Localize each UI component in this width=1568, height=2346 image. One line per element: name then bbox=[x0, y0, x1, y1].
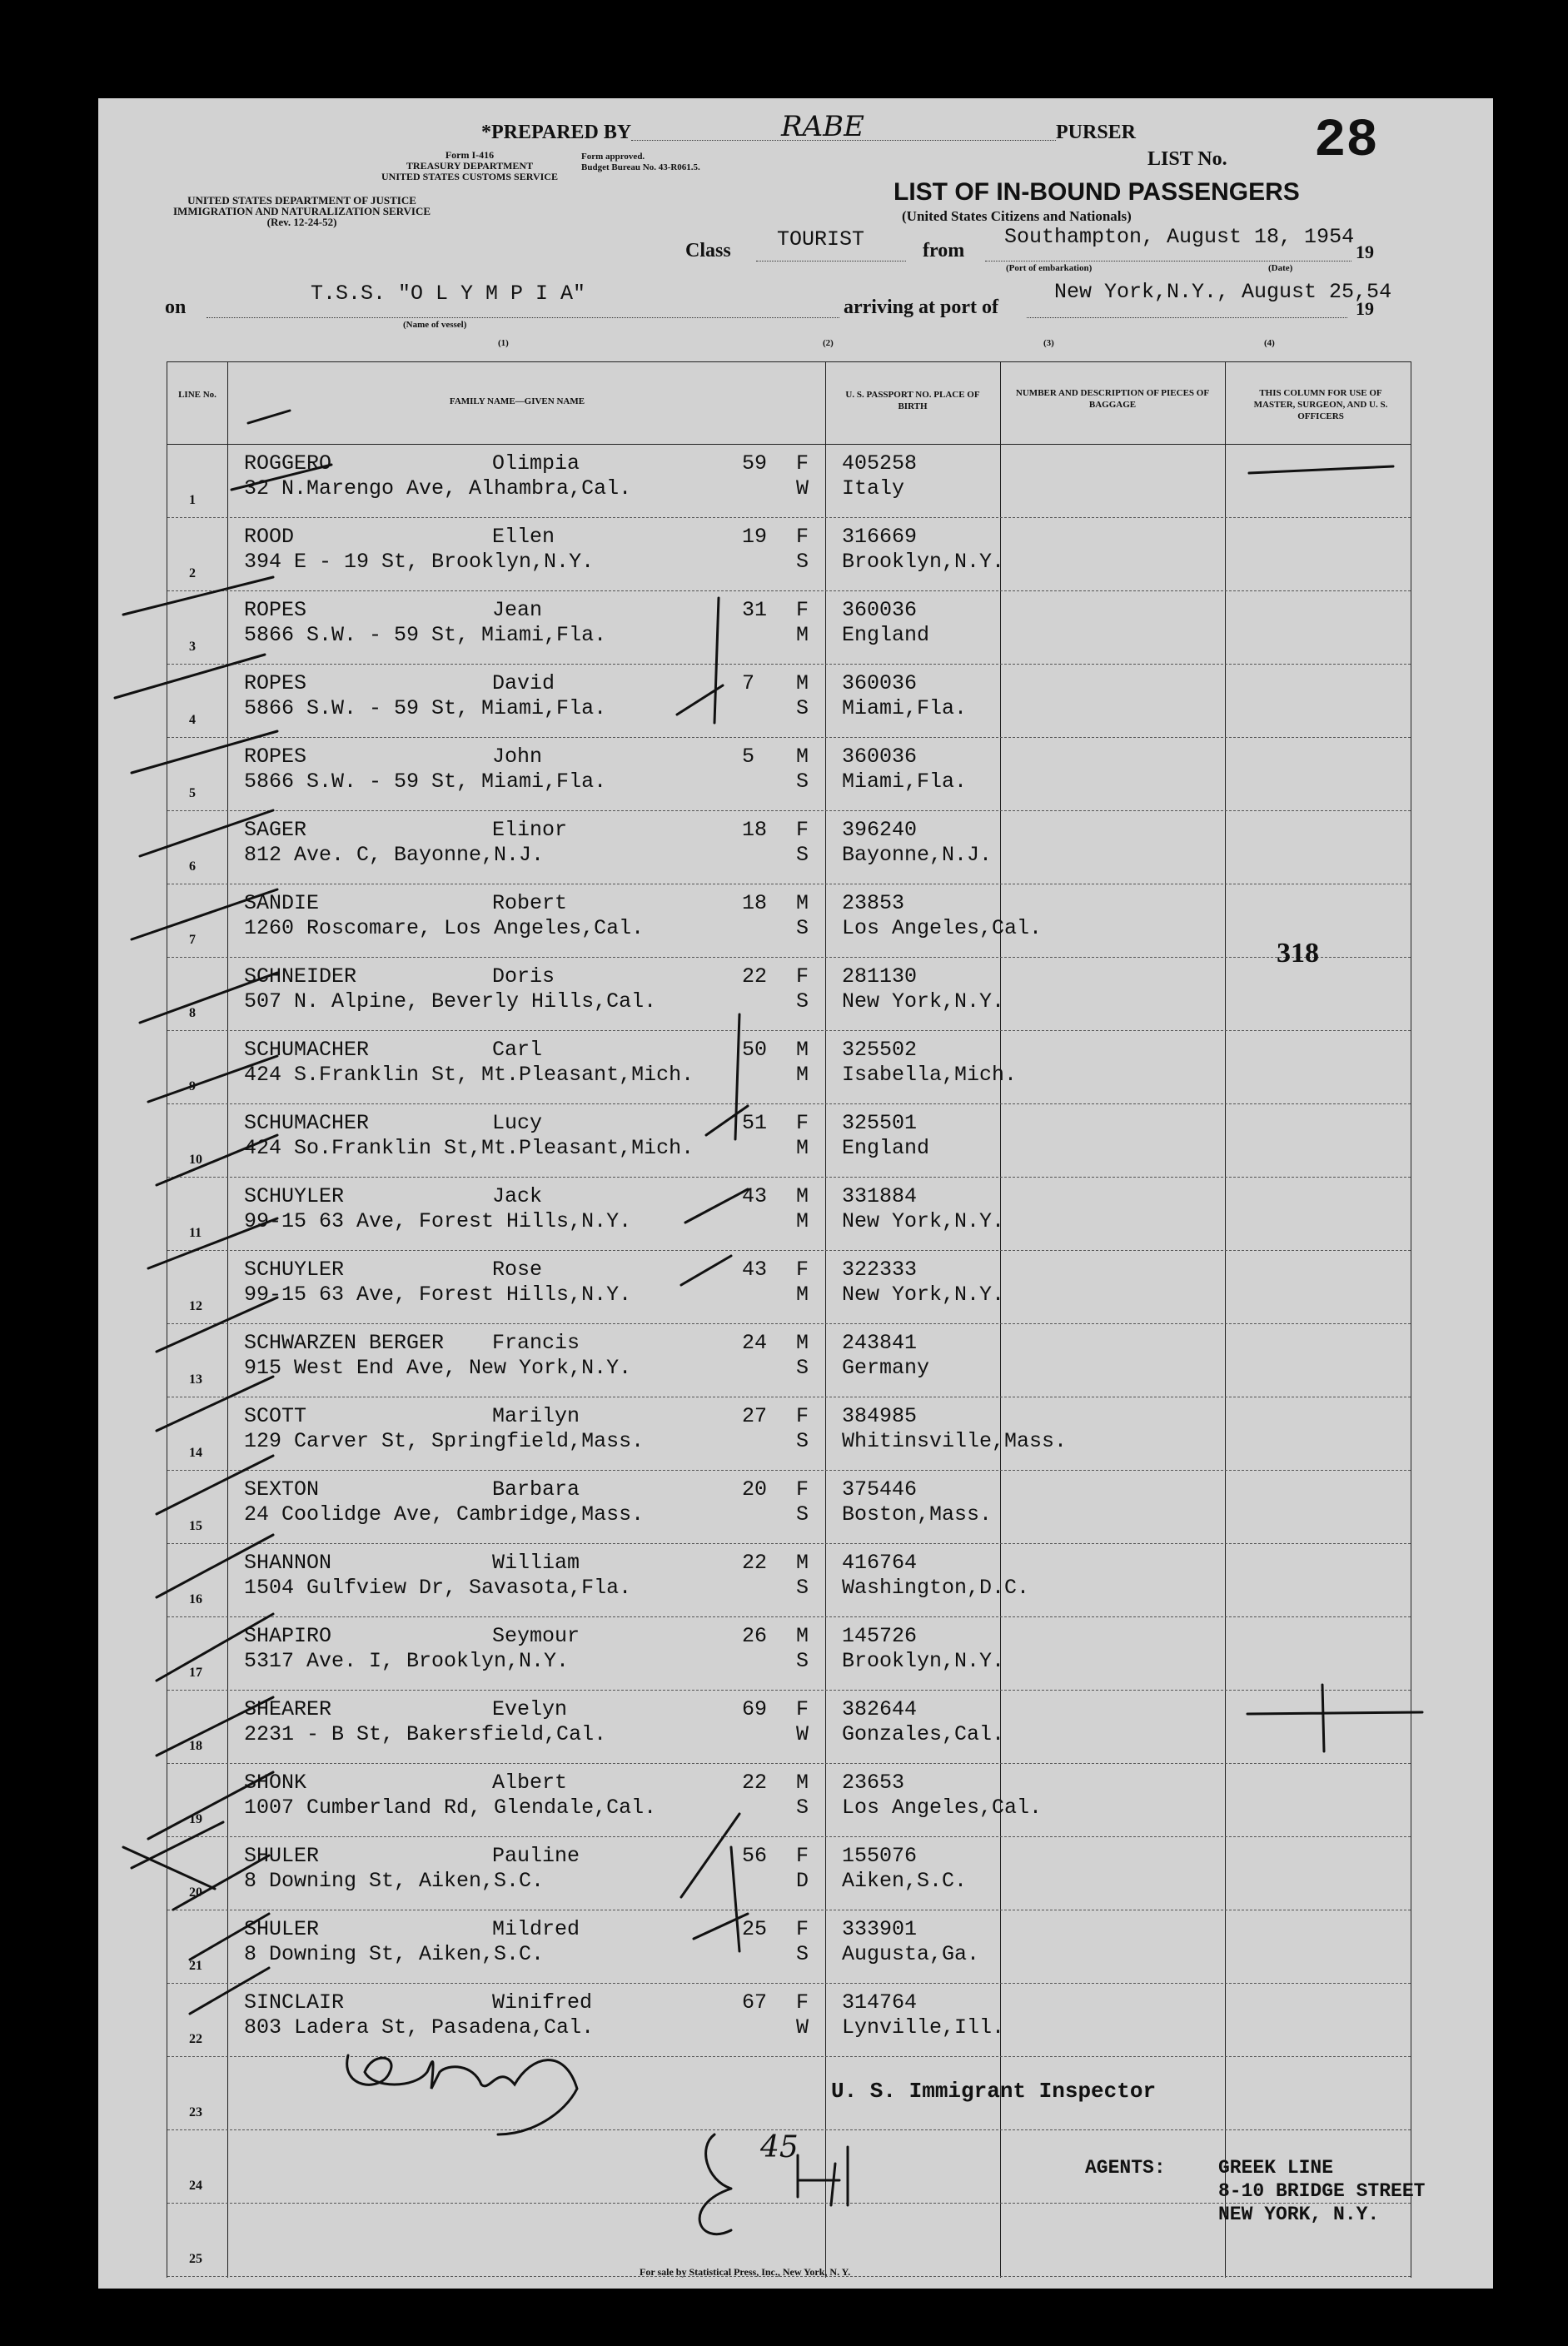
cell-given: Pauline bbox=[492, 1844, 580, 1868]
cell-passport: 281130 bbox=[842, 964, 918, 989]
cell-marital: S bbox=[796, 550, 809, 574]
cell-marital: S bbox=[796, 1649, 809, 1673]
inspector-label: U. S. Immigrant Inspector bbox=[831, 2079, 1157, 2104]
cell-marital: S bbox=[796, 1502, 809, 1527]
cell-address: 1007 Cumberland Rd, Glendale,Cal. bbox=[244, 1796, 657, 1820]
cell-family: ROPES bbox=[244, 598, 307, 622]
line-number: 19 bbox=[189, 1812, 202, 1826]
col-head-officers: THIS COLUMN FOR USE OF MASTER, SURGEON, AND U. S. OFFICERS bbox=[1253, 388, 1388, 421]
cell-sex: F bbox=[796, 1697, 809, 1721]
line-number: 18 bbox=[189, 1739, 202, 1753]
cell-sex: M bbox=[796, 1771, 809, 1795]
col-head-baggage: NUMBER AND DESCRIPTION OF PIECES OF BAGGAGE bbox=[1015, 388, 1210, 410]
cell-birth: Miami,Fla. bbox=[842, 696, 968, 720]
prepared-by-value: RABE bbox=[781, 110, 864, 143]
cell-passport: 316669 bbox=[842, 525, 918, 549]
port-embark-caption: (Port of embarkation) bbox=[1006, 263, 1093, 273]
cell-passport: 314764 bbox=[842, 1990, 918, 2015]
handwritten-marks bbox=[98, 98, 1493, 2289]
cell-family: SAGER bbox=[244, 818, 307, 842]
cell-sex: M bbox=[796, 1038, 809, 1062]
cell-birth: Augusta,Ga. bbox=[842, 1942, 980, 1966]
class-label: Class bbox=[685, 240, 731, 261]
cell-sex: F bbox=[796, 525, 809, 549]
cell-given: John bbox=[492, 745, 543, 769]
cell-address: 99-15 63 Ave, Forest Hills,N.Y. bbox=[244, 1283, 632, 1307]
justice-line: UNITED STATES DEPARTMENT OF JUSTICE bbox=[187, 194, 416, 207]
line-number: 23 bbox=[189, 2105, 202, 2119]
cell-given: Carl bbox=[492, 1038, 543, 1062]
cell-marital: M bbox=[796, 1136, 809, 1160]
col-num-4: (4) bbox=[1264, 338, 1275, 348]
inspector-signature bbox=[347, 2055, 577, 2134]
cell-marital: S bbox=[796, 916, 809, 940]
cell-family: SCHWARZEN BERGER bbox=[244, 1331, 445, 1355]
cell-address: 394 E - 19 St, Brooklyn,N.Y. bbox=[244, 550, 595, 574]
cell-birth: Los Angeles,Cal. bbox=[842, 1796, 1043, 1820]
cell-age: 5 bbox=[742, 745, 755, 769]
cell-age: 50 bbox=[742, 1038, 768, 1062]
cell-sex: M bbox=[796, 745, 809, 769]
cell-passport: 396240 bbox=[842, 818, 918, 842]
cell-birth: Lynville,Ill. bbox=[842, 2015, 1005, 2040]
agents-label: AGENTS: bbox=[1085, 2157, 1166, 2179]
line-number: 22 bbox=[189, 2032, 202, 2046]
cell-birth: Gonzales,Cal. bbox=[842, 1722, 1005, 1746]
agents-line-3: NEW YORK, N.Y. bbox=[1218, 2204, 1380, 2225]
cell-given: Rose bbox=[492, 1258, 543, 1282]
form-approved-line: Form approved. bbox=[581, 152, 645, 162]
line-number: 2 bbox=[189, 566, 196, 580]
line-number: 20 bbox=[189, 1885, 202, 1900]
cell-address: 129 Carver St, Springfield,Mass. bbox=[244, 1429, 645, 1453]
cell-sex: F bbox=[796, 964, 809, 989]
cell-age: 7 bbox=[742, 671, 755, 695]
cell-sex: F bbox=[796, 451, 809, 476]
cell-age: 19 bbox=[742, 525, 768, 549]
cell-birth: Bayonne,N.J. bbox=[842, 843, 993, 867]
cell-birth: England bbox=[842, 1136, 930, 1160]
form-subtitle: (United States Citizens and Nationals) bbox=[902, 208, 1132, 224]
cell-sex: F bbox=[796, 1917, 809, 1941]
cell-age: 22 bbox=[742, 1551, 768, 1575]
cell-given: Winifred bbox=[492, 1990, 593, 2015]
cell-given: William bbox=[492, 1551, 580, 1575]
cell-birth: Brooklyn,N.Y. bbox=[842, 550, 1005, 574]
cell-family: SCHUYLER bbox=[244, 1184, 345, 1208]
cell-marital: W bbox=[796, 1722, 809, 1746]
cell-given: Jean bbox=[492, 598, 543, 622]
cell-marital: S bbox=[796, 1576, 809, 1600]
cell-birth: Isabella,Mich. bbox=[842, 1063, 1018, 1087]
cell-marital: M bbox=[796, 1063, 809, 1087]
cell-address: 5317 Ave. I, Brooklyn,N.Y. bbox=[244, 1649, 570, 1673]
cell-passport: 155076 bbox=[842, 1844, 918, 1868]
cell-address: 5866 S.W. - 59 St, Miami,Fla. bbox=[244, 623, 607, 647]
form-approved-line: Budget Bureau No. 43-R061.5. bbox=[581, 162, 700, 172]
cell-given: Seymour bbox=[492, 1624, 580, 1648]
cell-address: 803 Ladera St, Pasadena,Cal. bbox=[244, 2015, 595, 2040]
check-mark bbox=[231, 411, 331, 490]
cell-family: SEXTON bbox=[244, 1477, 320, 1502]
cell-family: SHONK bbox=[244, 1771, 307, 1795]
cell-age: 51 bbox=[742, 1111, 768, 1135]
cell-marital: S bbox=[796, 1796, 809, 1820]
cell-passport: 360036 bbox=[842, 598, 918, 622]
cell-marital: S bbox=[796, 1942, 809, 1966]
class-value: TOURIST bbox=[777, 227, 865, 252]
cell-address: 1504 Gulfview Dr, Savasota,Fla. bbox=[244, 1576, 632, 1600]
cell-passport: 325502 bbox=[842, 1038, 918, 1062]
cell-birth: Washington,D.C. bbox=[842, 1576, 1030, 1600]
cell-given: Barbara bbox=[492, 1477, 580, 1502]
cell-marital: D bbox=[796, 1869, 809, 1893]
cell-passport: 384985 bbox=[842, 1404, 918, 1428]
cell-age: 22 bbox=[742, 1771, 768, 1795]
cell-family: SHULER bbox=[244, 1844, 320, 1868]
cell-given: Mildred bbox=[492, 1917, 580, 1941]
cell-age: 59 bbox=[742, 451, 768, 476]
cell-birth: Germany bbox=[842, 1356, 930, 1380]
cell-birth: New York,N.Y. bbox=[842, 989, 1005, 1014]
cell-sex: F bbox=[796, 1258, 809, 1282]
cell-age: 24 bbox=[742, 1331, 768, 1355]
cell-passport: 23853 bbox=[842, 891, 905, 915]
cell-marital: S bbox=[796, 989, 809, 1014]
line-number: 9 bbox=[189, 1079, 196, 1093]
dash-mark bbox=[1249, 466, 1393, 473]
cell-address: 24 Coolidge Ave, Cambridge,Mass. bbox=[244, 1502, 645, 1527]
cell-sex: F bbox=[796, 1844, 809, 1868]
cell-address: 424 So.Franklin St,Mt.Pleasant,Mich. bbox=[244, 1136, 694, 1160]
line-number: 14 bbox=[189, 1446, 202, 1460]
line-number: 1 bbox=[189, 493, 196, 507]
cell-address: 5866 S.W. - 59 St, Miami,Fla. bbox=[244, 696, 607, 720]
cell-sex: F bbox=[796, 1111, 809, 1135]
cell-given: Evelyn bbox=[492, 1697, 568, 1721]
date-caption: (Date) bbox=[1268, 263, 1293, 273]
purser-label: PURSER bbox=[1056, 122, 1137, 143]
cell-age: 27 bbox=[742, 1404, 768, 1428]
vessel-value: T.S.S. "O L Y M P I A" bbox=[311, 281, 586, 306]
cell-family: SCHUMACHER bbox=[244, 1038, 370, 1062]
vessel-caption: (Name of vessel) bbox=[403, 320, 467, 330]
line-number: 16 bbox=[189, 1592, 202, 1606]
cell-birth: New York,N.Y. bbox=[842, 1283, 1005, 1307]
cell-birth: Los Angeles,Cal. bbox=[842, 916, 1043, 940]
line-number: 12 bbox=[189, 1299, 202, 1313]
cell-address: 5866 S.W. - 59 St, Miami,Fla. bbox=[244, 770, 607, 794]
on-label: on bbox=[165, 296, 187, 318]
cell-birth: Boston,Mass. bbox=[842, 1502, 993, 1527]
cell-family: ROGGERO bbox=[244, 451, 332, 476]
cell-birth: Brooklyn,N.Y. bbox=[842, 1649, 1005, 1673]
line-number: 10 bbox=[189, 1153, 202, 1167]
printer-footer: For sale by Statistical Press, Inc., New York, N. Y. bbox=[640, 2266, 851, 2278]
cell-age: 25 bbox=[742, 1917, 768, 1941]
list-no-label: LIST No. bbox=[1147, 148, 1227, 170]
cell-sex: M bbox=[796, 1184, 809, 1208]
cell-sex: F bbox=[796, 1477, 809, 1502]
form-title: LIST OF IN-BOUND PASSENGERS bbox=[894, 178, 1300, 206]
cell-family: SANDIE bbox=[244, 891, 320, 915]
cell-age: 18 bbox=[742, 891, 768, 915]
cell-passport: 145726 bbox=[842, 1624, 918, 1648]
cell-passport: 375446 bbox=[842, 1477, 918, 1502]
cell-given: Francis bbox=[492, 1331, 580, 1355]
line-number: 4 bbox=[189, 713, 196, 727]
cell-age: 20 bbox=[742, 1477, 768, 1502]
cell-marital: M bbox=[796, 623, 809, 647]
cell-passport: 322333 bbox=[842, 1258, 918, 1282]
line-number: 11 bbox=[189, 1226, 202, 1240]
arriving-label: arriving at port of bbox=[844, 296, 998, 318]
cell-birth: New York,N.Y. bbox=[842, 1209, 1005, 1233]
prepared-by-label: *PREPARED BY bbox=[481, 122, 632, 143]
line-number: 5 bbox=[189, 786, 196, 800]
cell-sex: F bbox=[796, 1404, 809, 1428]
cell-passport: 333901 bbox=[842, 1917, 918, 1941]
cell-birth: Aiken,S.C. bbox=[842, 1869, 968, 1893]
cell-address: 1260 Roscomare, Los Angeles,Cal. bbox=[244, 916, 645, 940]
cell-marital: S bbox=[796, 843, 809, 867]
cell-family: SCHUYLER bbox=[244, 1258, 345, 1282]
cell-sex: M bbox=[796, 671, 809, 695]
handwritten-mark: 45 bbox=[760, 2130, 799, 2164]
cell-sex: M bbox=[796, 1551, 809, 1575]
cell-passport: 23653 bbox=[842, 1771, 905, 1795]
cell-passport: 405258 bbox=[842, 451, 918, 476]
line-number: 17 bbox=[189, 1666, 202, 1680]
cell-age: 26 bbox=[742, 1624, 768, 1648]
line-number: 24 bbox=[189, 2179, 202, 2193]
cell-age: 56 bbox=[742, 1844, 768, 1868]
cell-given: Ellen bbox=[492, 525, 555, 549]
cell-age: 22 bbox=[742, 964, 768, 989]
col-num-3: (3) bbox=[1043, 338, 1054, 348]
agents-line-2: 8-10 BRIDGE STREET bbox=[1218, 2180, 1426, 2202]
cell-given: Albert bbox=[492, 1771, 568, 1795]
cell-age: 43 bbox=[742, 1258, 768, 1282]
form-id-line: TREASURY DEPARTMENT bbox=[406, 160, 534, 172]
line-number: 25 bbox=[189, 2252, 202, 2266]
year-suffix-2: 19 bbox=[1356, 298, 1374, 319]
from-label: from bbox=[923, 240, 965, 261]
cell-address: 99-15 63 Ave, Forest Hills,N.Y. bbox=[244, 1209, 632, 1233]
cell-birth: Italy bbox=[842, 476, 905, 501]
line-number: 15 bbox=[189, 1519, 202, 1533]
cell-address: 8 Downing St, Aiken,S.C. bbox=[244, 1942, 545, 1966]
cell-passport: 243841 bbox=[842, 1331, 918, 1355]
cell-age: 18 bbox=[742, 818, 768, 842]
cell-address: 2231 - B St, Bakersfield,Cal. bbox=[244, 1722, 607, 1746]
agents-line-1: GREEK LINE bbox=[1218, 2157, 1334, 2179]
cell-given: Jack bbox=[492, 1184, 543, 1208]
cell-family: SCHUMACHER bbox=[244, 1111, 370, 1135]
cell-marital: W bbox=[796, 2015, 809, 2040]
cell-sex: M bbox=[796, 891, 809, 915]
bracket-marks bbox=[677, 598, 748, 1951]
cell-given: Olimpia bbox=[492, 451, 580, 476]
cell-marital: S bbox=[796, 1429, 809, 1453]
cell-family: SHULER bbox=[244, 1917, 320, 1941]
cell-marital: S bbox=[796, 696, 809, 720]
line-number: 6 bbox=[189, 859, 196, 874]
col-head-passport: U. S. PASSPORT NO. PLACE OF BIRTH bbox=[845, 390, 980, 411]
form-id-line: UNITED STATES CUSTOMS SERVICE bbox=[381, 171, 558, 182]
cell-marital: M bbox=[796, 1283, 809, 1307]
cell-address: 8 Downing St, Aiken,S.C. bbox=[244, 1869, 545, 1893]
line-number: 8 bbox=[189, 1006, 196, 1020]
cell-family: ROOD bbox=[244, 525, 295, 549]
cell-age: 31 bbox=[742, 598, 768, 622]
passenger-list-form bbox=[98, 98, 1493, 2289]
cell-marital: W bbox=[796, 476, 809, 501]
col-num-1: (1) bbox=[498, 338, 509, 348]
cell-age: 43 bbox=[742, 1184, 768, 1208]
year-suffix: 19 bbox=[1356, 242, 1374, 262]
cell-address: 32 N.Marengo Ave, Alhambra,Cal. bbox=[244, 476, 632, 501]
cell-sex: F bbox=[796, 818, 809, 842]
line-number: 3 bbox=[189, 640, 196, 654]
cell-sex: F bbox=[796, 1990, 809, 2015]
cell-given: Elinor bbox=[492, 818, 568, 842]
cell-address: 812 Ave. C, Bayonne,N.J. bbox=[244, 843, 545, 867]
cell-passport: 360036 bbox=[842, 745, 918, 769]
arriving-value: New York,N.Y., August 25,54 bbox=[1054, 280, 1392, 304]
form-id-line: Form I-416 bbox=[445, 149, 495, 161]
line-number: 21 bbox=[189, 1959, 202, 1973]
cell-family: SHAPIRO bbox=[244, 1624, 332, 1648]
cell-age: 69 bbox=[742, 1697, 768, 1721]
cell-given: Robert bbox=[492, 891, 568, 915]
line-number: 13 bbox=[189, 1372, 202, 1387]
cell-given: Lucy bbox=[492, 1111, 543, 1135]
cell-passport: 325501 bbox=[842, 1111, 918, 1135]
cell-passport: 331884 bbox=[842, 1184, 918, 1208]
column4-number: 318 bbox=[1277, 938, 1319, 969]
cell-passport: 416764 bbox=[842, 1551, 918, 1575]
cell-family: SINCLAIR bbox=[244, 1990, 345, 2015]
justice-line: (Rev. 12-24-52) bbox=[266, 216, 337, 228]
col-num-2: (2) bbox=[823, 338, 834, 348]
cell-age: 67 bbox=[742, 1990, 768, 2015]
cell-family: SCHNEIDER bbox=[244, 964, 357, 989]
cell-family: ROPES bbox=[244, 745, 307, 769]
cell-address: 507 N. Alpine, Beverly Hills,Cal. bbox=[244, 989, 657, 1014]
cell-birth: Miami,Fla. bbox=[842, 770, 968, 794]
from-value: Southampton, August 18, 1954 bbox=[1004, 225, 1355, 249]
cell-passport: 382644 bbox=[842, 1697, 918, 1721]
check-marks bbox=[115, 577, 277, 2014]
cell-marital: S bbox=[796, 770, 809, 794]
cell-address: 915 West End Ave, New York,N.Y. bbox=[244, 1356, 632, 1380]
cell-marital: S bbox=[796, 1356, 809, 1380]
cell-passport: 360036 bbox=[842, 671, 918, 695]
cell-sex: M bbox=[796, 1624, 809, 1648]
cell-family: SHEARER bbox=[244, 1697, 332, 1721]
col-head-name: FAMILY NAME—GIVEN NAME bbox=[449, 396, 585, 406]
cell-family: SHANNON bbox=[244, 1551, 332, 1575]
cross-mark bbox=[1247, 1685, 1422, 1751]
cell-birth: England bbox=[842, 623, 930, 647]
cell-given: Doris bbox=[492, 964, 555, 989]
cell-address: 424 S.Franklin St, Mt.Pleasant,Mich. bbox=[244, 1063, 694, 1087]
cell-sex: M bbox=[796, 1331, 809, 1355]
cell-family: ROPES bbox=[244, 671, 307, 695]
cell-marital: M bbox=[796, 1209, 809, 1233]
col-head-line-no: LINE No. bbox=[178, 390, 217, 400]
list-no-value: 28 bbox=[1314, 112, 1378, 172]
justice-line: IMMIGRATION AND NATURALIZATION SERVICE bbox=[173, 205, 431, 217]
cell-birth: Whitinsville,Mass. bbox=[842, 1429, 1068, 1453]
cell-sex: F bbox=[796, 598, 809, 622]
line-number: 7 bbox=[189, 933, 196, 947]
cell-given: David bbox=[492, 671, 555, 695]
cell-given: Marilyn bbox=[492, 1404, 580, 1428]
cell-family: SCOTT bbox=[244, 1404, 307, 1428]
